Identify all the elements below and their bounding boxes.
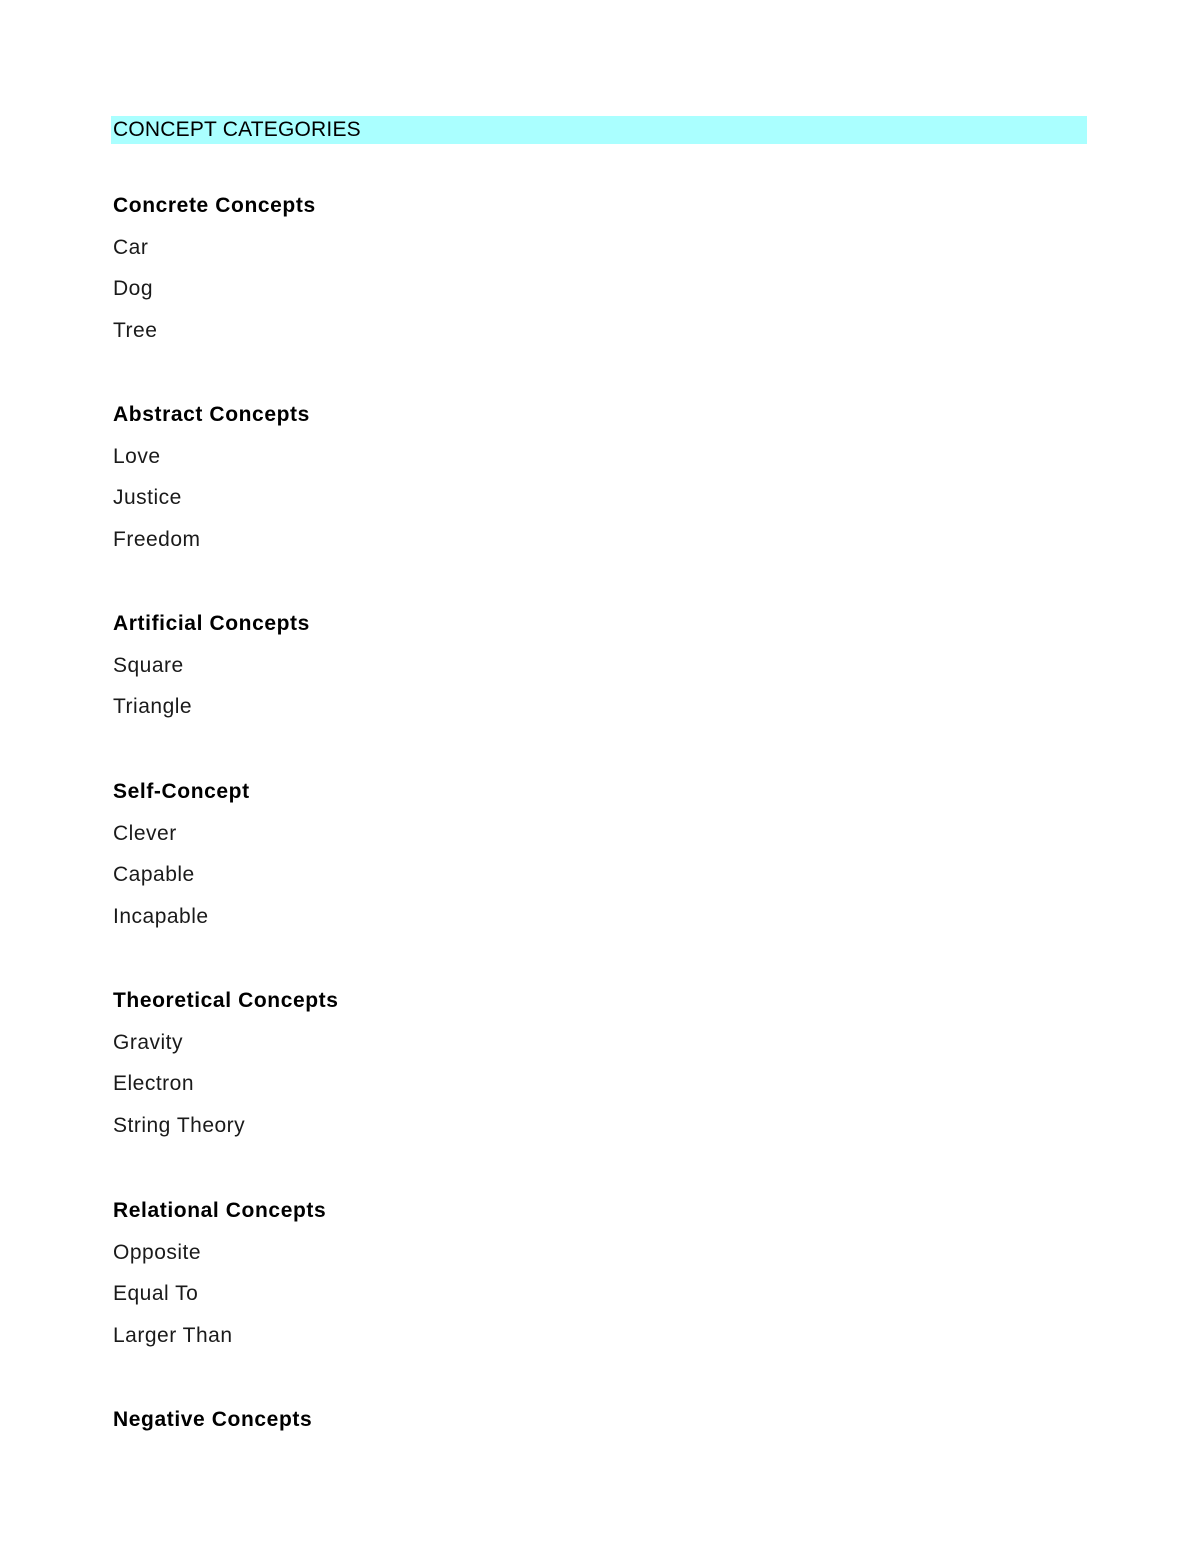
list-item: Dog — [113, 277, 154, 301]
section-heading: Negative Concepts — [113, 1408, 313, 1431]
section-heading: Relational Concepts — [113, 1199, 327, 1222]
section-concrete-concepts — [113, 194, 316, 343]
section-heading: Abstract Concepts — [113, 403, 310, 426]
list-item: String Theory — [113, 1114, 246, 1138]
list-item: Triangle — [113, 695, 193, 719]
list-item: Incapable — [113, 905, 209, 929]
section-heading: Theoretical Concepts — [113, 989, 339, 1012]
section-heading: Concrete Concepts — [113, 194, 316, 217]
list-item: Capable — [113, 863, 195, 887]
section-self-concept — [113, 780, 250, 929]
list-item: Clever — [113, 821, 177, 845]
section-negative-concepts — [113, 1408, 312, 1432]
list-item: Car — [113, 235, 149, 259]
section-heading: Artificial Concepts — [113, 612, 310, 635]
section-abstract-concepts — [113, 403, 310, 552]
title-highlight — [111, 116, 1087, 144]
section-artificial-concepts — [113, 612, 310, 719]
section-relational-concepts — [113, 1199, 326, 1348]
section-item-list — [113, 1241, 326, 1348]
section-item-list — [113, 1031, 339, 1138]
section-theoretical-concepts — [113, 989, 339, 1138]
list-item: Opposite — [113, 1240, 202, 1264]
list-item: Justice — [113, 486, 182, 510]
list-item: Tree — [113, 319, 158, 343]
section-item-list — [113, 822, 250, 929]
list-item: Electron — [113, 1072, 195, 1096]
list-item: Equal To — [113, 1282, 199, 1306]
section-item-list — [113, 236, 316, 343]
list-item: Square — [113, 653, 184, 677]
list-item: Larger Than — [113, 1324, 233, 1348]
list-item: Gravity — [113, 1030, 184, 1054]
list-item: Love — [113, 444, 161, 468]
section-item-list — [113, 445, 310, 552]
section-heading: Self-Concept — [113, 780, 250, 803]
section-item-list — [113, 654, 310, 720]
document-title: CONCEPT CATEGORIES — [113, 118, 361, 141]
list-item: Freedom — [113, 528, 201, 552]
